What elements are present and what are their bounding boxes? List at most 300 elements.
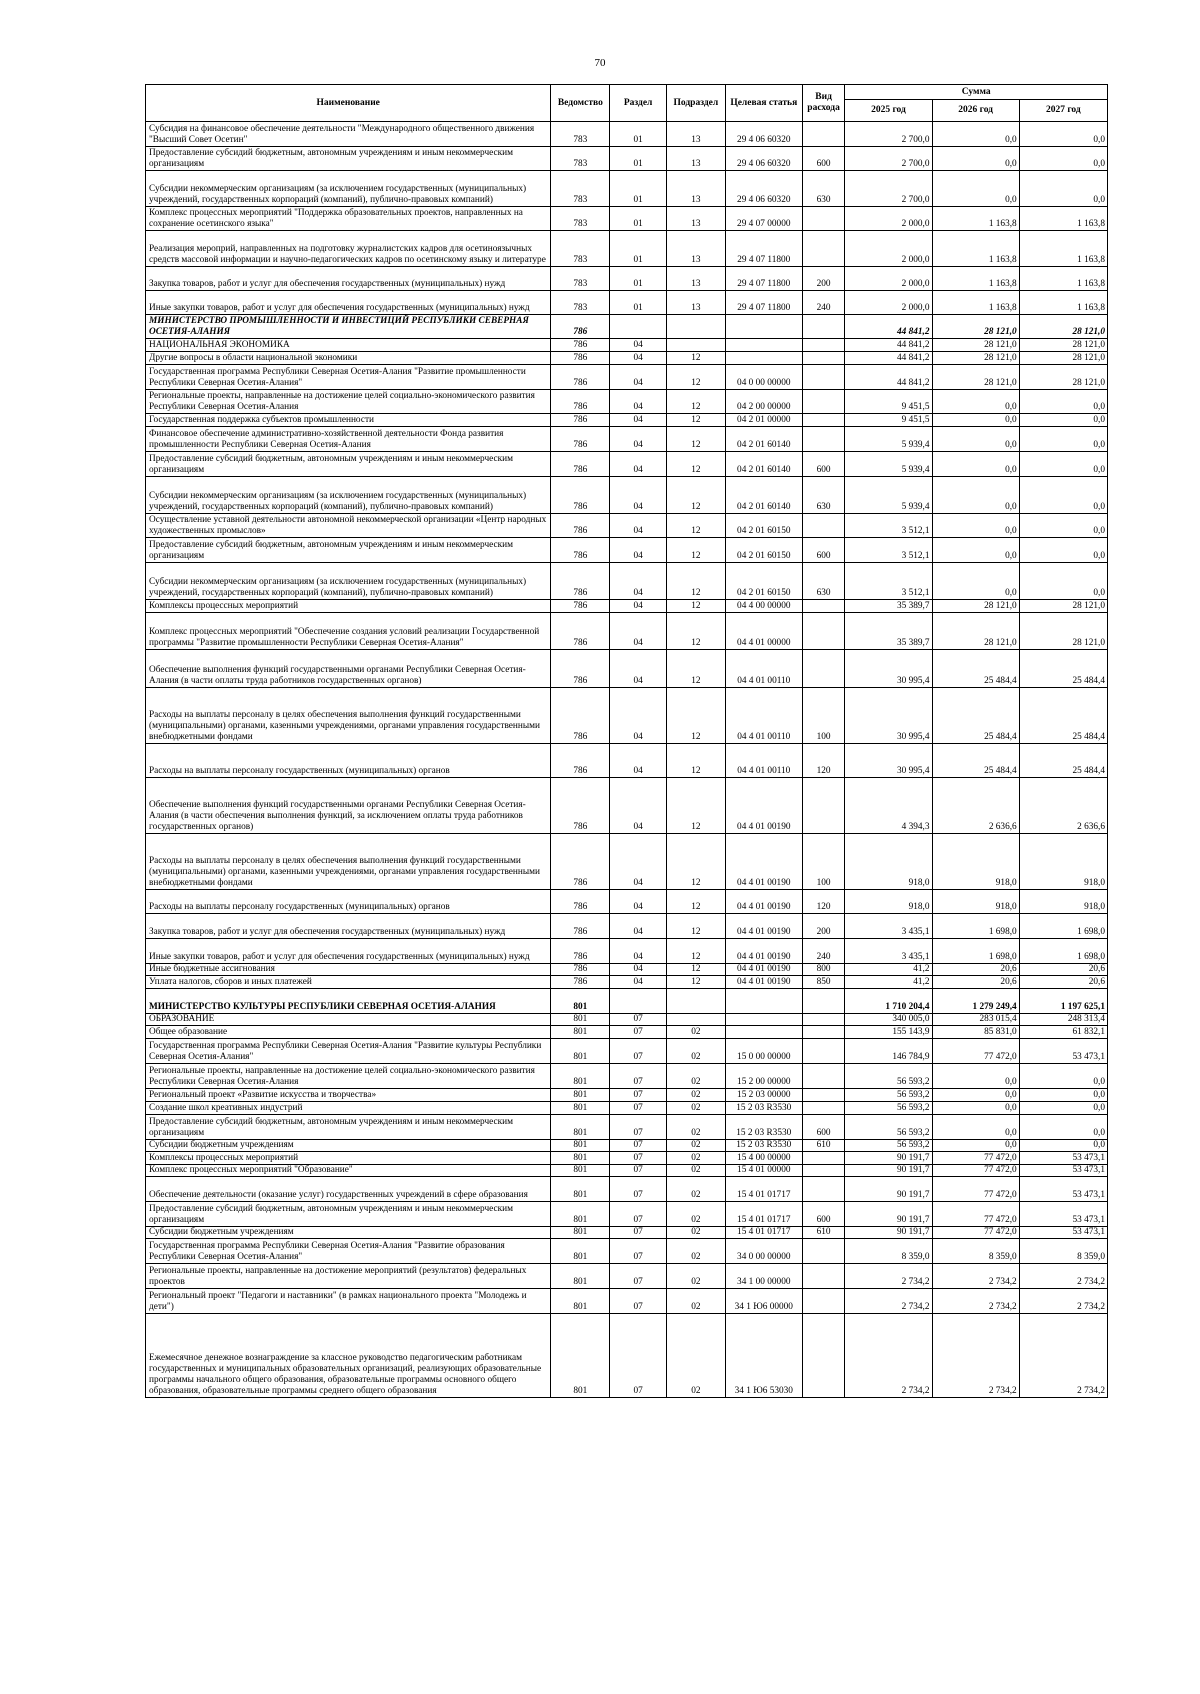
cell-vedomstvo: 786	[551, 427, 610, 452]
cell-sum-2027: 0,0	[1019, 538, 1107, 563]
cell-vid-rashoda: 100	[802, 688, 845, 744]
cell-celevaya-statya: 15 4 01 01717	[725, 1202, 802, 1227]
cell-sum-2027: 1 698,0	[1019, 914, 1107, 939]
cell-vedomstvo: 801	[551, 1314, 610, 1398]
cell-celevaya-statya	[725, 989, 802, 1014]
cell-name: Региональные проекты, направленные на достижение целей социально-экономического развития Республики Северная Осетия-Алания	[146, 1064, 551, 1089]
cell-celevaya-statya: 04 0 00 00000	[725, 365, 802, 390]
cell-razdel: 04	[610, 452, 667, 477]
cell-sum-2025: 90 191,7	[845, 1177, 932, 1202]
cell-podrazdel	[666, 1014, 725, 1026]
cell-razdel: 04	[610, 976, 667, 989]
cell-sum-2027: 25 484,4	[1019, 744, 1107, 778]
cell-podrazdel: 12	[666, 964, 725, 976]
cell-razdel: 07	[610, 1289, 667, 1314]
cell-vedomstvo: 786	[551, 939, 610, 964]
cell-razdel: 01	[610, 171, 667, 207]
cell-vid-rashoda: 850	[802, 976, 845, 989]
cell-sum-2027: 1 163,8	[1019, 267, 1107, 291]
cell-name: Другие вопросы в области национальной экономики	[146, 352, 551, 365]
cell-podrazdel: 12	[666, 650, 725, 688]
cell-sum-2027: 0,0	[1019, 414, 1107, 427]
table-row	[146, 1177, 1108, 1202]
cell-razdel: 01	[610, 122, 667, 147]
cell-vid-rashoda	[802, 1089, 845, 1102]
cell-vedomstvo: 786	[551, 834, 610, 890]
cell-sum-2026: 1 698,0	[932, 914, 1019, 939]
table-row	[146, 563, 1108, 600]
table-row	[146, 688, 1108, 744]
cell-vid-rashoda	[802, 1165, 845, 1177]
cell-podrazdel: 12	[666, 778, 725, 834]
cell-sum-2026: 0,0	[932, 147, 1019, 171]
cell-razdel: 01	[610, 147, 667, 171]
table-row	[146, 914, 1108, 939]
cell-name: Обеспечение выполнения функций государственными органами Республики Северная Осетия-Алания (в части оплаты труда работников государственных органов)	[146, 650, 551, 688]
cell-name: Иные закупки товаров, работ и услуг для обеспечения государственных (муниципальных) нужд	[146, 291, 551, 315]
cell-vedomstvo: 786	[551, 778, 610, 834]
cell-vedomstvo: 783	[551, 267, 610, 291]
cell-sum-2027: 53 473,1	[1019, 1152, 1107, 1165]
cell-sum-2027: 1 197 625,1	[1019, 989, 1107, 1014]
cell-razdel: 07	[610, 1314, 667, 1398]
cell-vid-rashoda	[802, 1026, 845, 1039]
cell-name: Расходы на выплаты персоналу государственных (муниципальных) органов	[146, 744, 551, 778]
table-row	[146, 1202, 1108, 1227]
cell-razdel	[610, 989, 667, 1014]
cell-name: Осуществление уставной деятельности автономной некоммерческой организации «Центр народных художественных промыслов»	[146, 514, 551, 538]
cell-vedomstvo: 786	[551, 452, 610, 477]
header-vedomstvo: Ведомство	[551, 85, 610, 122]
cell-razdel: 04	[610, 414, 667, 427]
cell-name: Государственная программа Республики Северная Осетия-Алания "Развитие промышленности Республики Северная Осетия-Алания"	[146, 365, 551, 390]
cell-podrazdel: 12	[666, 613, 725, 650]
cell-vedomstvo: 783	[551, 147, 610, 171]
cell-sum-2027: 28 121,0	[1019, 613, 1107, 650]
cell-podrazdel: 12	[666, 427, 725, 452]
cell-vid-rashoda	[802, 1102, 845, 1115]
cell-sum-2027: 1 698,0	[1019, 939, 1107, 964]
cell-vid-rashoda: 600	[802, 1115, 845, 1140]
cell-vid-rashoda: 200	[802, 267, 845, 291]
cell-sum-2026: 1 163,8	[932, 231, 1019, 267]
cell-celevaya-statya: 04 2 01 60150	[725, 563, 802, 600]
cell-sum-2027: 2 734,2	[1019, 1314, 1107, 1398]
cell-name: Иные бюджетные ассигнования	[146, 964, 551, 976]
cell-vid-rashoda: 630	[802, 563, 845, 600]
cell-sum-2025: 56 593,2	[845, 1140, 932, 1152]
table-row	[146, 365, 1108, 390]
cell-vid-rashoda	[802, 365, 845, 390]
cell-sum-2025: 340 005,0	[845, 1014, 932, 1026]
cell-sum-2025: 2 700,0	[845, 122, 932, 147]
cell-name: Расходы на выплаты персоналу государственных (муниципальных) органов	[146, 890, 551, 914]
table-row	[146, 778, 1108, 834]
cell-sum-2025: 5 939,4	[845, 427, 932, 452]
cell-name: Субсидия на финансовое обеспечение деятельности "Международного общественного движения "Высший Совет Осетин"	[146, 122, 551, 147]
cell-vedomstvo: 801	[551, 1264, 610, 1289]
cell-vid-rashoda: 240	[802, 291, 845, 315]
cell-vedomstvo: 783	[551, 207, 610, 231]
cell-razdel: 07	[610, 1165, 667, 1177]
cell-celevaya-statya: 15 2 03 00000	[725, 1089, 802, 1102]
cell-celevaya-statya: 04 4 01 00190	[725, 834, 802, 890]
cell-sum-2026: 2 734,2	[932, 1289, 1019, 1314]
cell-sum-2027: 28 121,0	[1019, 352, 1107, 365]
cell-vid-rashoda: 610	[802, 1227, 845, 1239]
cell-vid-rashoda	[802, 1152, 845, 1165]
cell-sum-2025: 90 191,7	[845, 1202, 932, 1227]
cell-sum-2025: 35 389,7	[845, 600, 932, 613]
cell-sum-2026: 28 121,0	[932, 365, 1019, 390]
cell-razdel: 07	[610, 1039, 667, 1064]
cell-sum-2027: 0,0	[1019, 1089, 1107, 1102]
cell-celevaya-statya: 04 4 01 00190	[725, 939, 802, 964]
table-row	[146, 122, 1108, 147]
cell-razdel: 04	[610, 778, 667, 834]
cell-name: Предоставление субсидий бюджетным, автономным учреждениям и иным некоммерческим организациям	[146, 1115, 551, 1140]
cell-vid-rashoda	[802, 1264, 845, 1289]
cell-sum-2025: 1 710 204,4	[845, 989, 932, 1014]
cell-sum-2025: 56 593,2	[845, 1102, 932, 1115]
table-row	[146, 1064, 1108, 1089]
cell-razdel: 01	[610, 267, 667, 291]
budget-table	[145, 84, 1108, 1398]
cell-vedomstvo: 786	[551, 964, 610, 976]
cell-vid-rashoda: 630	[802, 477, 845, 514]
table-row	[146, 613, 1108, 650]
cell-sum-2026: 77 472,0	[932, 1202, 1019, 1227]
cell-vid-rashoda	[802, 315, 845, 339]
cell-razdel: 07	[610, 1115, 667, 1140]
cell-celevaya-statya: 29 4 06 60320	[725, 147, 802, 171]
cell-celevaya-statya	[725, 1026, 802, 1039]
cell-sum-2026: 1 163,8	[932, 291, 1019, 315]
cell-celevaya-statya: 04 4 01 00000	[725, 613, 802, 650]
cell-sum-2026: 28 121,0	[932, 315, 1019, 339]
table-row	[146, 390, 1108, 414]
cell-vid-rashoda	[802, 390, 845, 414]
cell-sum-2026: 2 636,6	[932, 778, 1019, 834]
table-row	[146, 1152, 1108, 1165]
cell-sum-2027: 2 734,2	[1019, 1289, 1107, 1314]
cell-vid-rashoda	[802, 600, 845, 613]
header-name: Наименование	[146, 85, 551, 122]
table-row	[146, 1140, 1108, 1152]
cell-sum-2026: 28 121,0	[932, 352, 1019, 365]
cell-name: Субсидии некоммерческим организациям (за исключением государственных (муниципальных) учреждений, государственных корпораций (компаний), публично-правовых компаний)	[146, 563, 551, 600]
cell-sum-2025: 2 700,0	[845, 147, 932, 171]
cell-vedomstvo: 801	[551, 1140, 610, 1152]
cell-name: Закупка товаров, работ и услуг для обеспечения государственных (муниципальных) нужд	[146, 267, 551, 291]
cell-sum-2025: 56 593,2	[845, 1064, 932, 1089]
cell-name: Субсидии некоммерческим организациям (за исключением государственных (муниципальных) учреждений, государственных корпораций (компаний), публично-правовых компаний)	[146, 171, 551, 207]
cell-vedomstvo: 801	[551, 1239, 610, 1264]
cell-podrazdel: 02	[666, 1026, 725, 1039]
cell-sum-2026: 0,0	[932, 427, 1019, 452]
cell-sum-2025: 3 512,1	[845, 538, 932, 563]
cell-sum-2027: 8 359,0	[1019, 1239, 1107, 1264]
cell-razdel: 04	[610, 613, 667, 650]
cell-name: Расходы на выплаты персоналу в целях обеспечения выполнения функций государственными (муниципальными) органами, казенными учреждениями, органами управления государственными внебюджетными фондами	[146, 688, 551, 744]
table-row	[146, 1227, 1108, 1239]
cell-celevaya-statya: 04 4 01 00190	[725, 914, 802, 939]
cell-podrazdel: 02	[666, 1289, 725, 1314]
cell-podrazdel: 13	[666, 267, 725, 291]
cell-sum-2027: 28 121,0	[1019, 339, 1107, 352]
cell-razdel: 04	[610, 964, 667, 976]
cell-celevaya-statya	[725, 315, 802, 339]
cell-razdel: 07	[610, 1089, 667, 1102]
cell-name: Общее образование	[146, 1026, 551, 1039]
cell-name: Финансовое обеспечение административно-хозяйственной деятельности Фонда развития промышленности Республики Северная Осетия-Алания	[146, 427, 551, 452]
cell-sum-2026: 0,0	[932, 122, 1019, 147]
cell-sum-2025: 2 734,2	[845, 1314, 932, 1398]
cell-sum-2026: 1 163,8	[932, 267, 1019, 291]
cell-vid-rashoda	[802, 1064, 845, 1089]
cell-name: Субсидии бюджетным учреждениям	[146, 1227, 551, 1239]
cell-sum-2026: 0,0	[932, 1115, 1019, 1140]
cell-sum-2025: 2 000,0	[845, 291, 932, 315]
cell-razdel: 07	[610, 1202, 667, 1227]
cell-name: Государственная программа Республики Северная Осетия-Алания "Развитие культуры Республики Северная Осетия-Алания"	[146, 1039, 551, 1064]
cell-celevaya-statya: 04 2 00 00000	[725, 390, 802, 414]
table-row	[146, 1039, 1108, 1064]
cell-sum-2026: 0,0	[932, 477, 1019, 514]
cell-name: Региональные проекты, направленные на достижение целей социально-экономического развития Республики Северная Осетия-Алания	[146, 390, 551, 414]
cell-razdel: 04	[610, 688, 667, 744]
cell-vid-rashoda	[802, 207, 845, 231]
cell-sum-2027: 0,0	[1019, 452, 1107, 477]
cell-celevaya-statya	[725, 339, 802, 352]
cell-vedomstvo: 801	[551, 1089, 610, 1102]
cell-sum-2026: 25 484,4	[932, 744, 1019, 778]
cell-name: Региональный проект «Развитие искусства и творчества»	[146, 1089, 551, 1102]
cell-celevaya-statya: 15 4 01 01717	[725, 1227, 802, 1239]
page-number: 70	[594, 57, 606, 69]
cell-sum-2026: 918,0	[932, 890, 1019, 914]
cell-vid-rashoda: 600	[802, 147, 845, 171]
cell-vid-rashoda: 630	[802, 171, 845, 207]
table-row	[146, 976, 1108, 989]
cell-sum-2027: 53 473,1	[1019, 1202, 1107, 1227]
cell-name: МИНИСТЕРСТВО КУЛЬТУРЫ РЕСПУБЛИКИ СЕВЕРНАЯ ОСЕТИЯ-АЛАНИЯ	[146, 989, 551, 1014]
cell-podrazdel: 02	[666, 1089, 725, 1102]
cell-podrazdel: 12	[666, 390, 725, 414]
cell-celevaya-statya: 15 0 00 00000	[725, 1039, 802, 1064]
cell-sum-2025: 2 734,2	[845, 1289, 932, 1314]
cell-sum-2026: 77 472,0	[932, 1039, 1019, 1064]
cell-razdel: 04	[610, 914, 667, 939]
cell-vid-rashoda: 610	[802, 1140, 845, 1152]
cell-podrazdel: 12	[666, 365, 725, 390]
cell-celevaya-statya	[725, 1014, 802, 1026]
cell-razdel: 04	[610, 939, 667, 964]
cell-podrazdel: 02	[666, 1102, 725, 1115]
header-2026: 2026 год	[932, 100, 1019, 122]
cell-celevaya-statya: 15 2 00 00000	[725, 1064, 802, 1089]
cell-sum-2025: 918,0	[845, 890, 932, 914]
cell-sum-2025: 918,0	[845, 834, 932, 890]
cell-razdel: 01	[610, 207, 667, 231]
cell-sum-2027: 53 473,1	[1019, 1165, 1107, 1177]
table-row	[146, 231, 1108, 267]
cell-podrazdel: 02	[666, 1064, 725, 1089]
cell-sum-2027: 53 473,1	[1019, 1227, 1107, 1239]
cell-celevaya-statya: 34 1 Ю6 53030	[725, 1314, 802, 1398]
cell-podrazdel	[666, 315, 725, 339]
cell-vid-rashoda	[802, 613, 845, 650]
cell-sum-2026: 918,0	[932, 834, 1019, 890]
cell-name: Предоставление субсидий бюджетным, автономным учреждениям и иным некоммерческим организациям	[146, 147, 551, 171]
cell-vedomstvo: 786	[551, 976, 610, 989]
cell-podrazdel: 02	[666, 1227, 725, 1239]
cell-podrazdel: 02	[666, 1264, 725, 1289]
cell-podrazdel: 12	[666, 914, 725, 939]
cell-sum-2025: 30 995,4	[845, 744, 932, 778]
table-row	[146, 834, 1108, 890]
cell-podrazdel: 02	[666, 1239, 725, 1264]
cell-sum-2025: 3 435,1	[845, 914, 932, 939]
cell-sum-2025: 2 734,2	[845, 1264, 932, 1289]
cell-razdel: 04	[610, 514, 667, 538]
cell-celevaya-statya: 04 2 01 00000	[725, 414, 802, 427]
cell-sum-2027: 0,0	[1019, 563, 1107, 600]
cell-sum-2026: 2 734,2	[932, 1314, 1019, 1398]
cell-vedomstvo: 783	[551, 291, 610, 315]
cell-vedomstvo: 786	[551, 352, 610, 365]
table-row	[146, 291, 1108, 315]
cell-celevaya-statya: 29 4 06 60320	[725, 171, 802, 207]
cell-sum-2027: 0,0	[1019, 171, 1107, 207]
cell-name: Комплекс процессных мероприятий "Поддержка образовательных проектов, направленных на сохранение осетинского языка"	[146, 207, 551, 231]
cell-podrazdel: 13	[666, 207, 725, 231]
cell-sum-2026: 20,6	[932, 964, 1019, 976]
cell-celevaya-statya: 04 4 01 00190	[725, 976, 802, 989]
cell-vedomstvo: 786	[551, 600, 610, 613]
cell-sum-2026: 85 831,0	[932, 1026, 1019, 1039]
table-row	[146, 1289, 1108, 1314]
table-row	[146, 267, 1108, 291]
cell-vedomstvo: 786	[551, 744, 610, 778]
cell-podrazdel: 02	[666, 1115, 725, 1140]
cell-podrazdel: 12	[666, 514, 725, 538]
cell-sum-2026: 20,6	[932, 976, 1019, 989]
cell-sum-2026: 1 279 249,4	[932, 989, 1019, 1014]
cell-sum-2026: 0,0	[932, 514, 1019, 538]
cell-sum-2027: 1 163,8	[1019, 291, 1107, 315]
cell-sum-2027: 248 313,4	[1019, 1014, 1107, 1026]
cell-vedomstvo: 786	[551, 650, 610, 688]
cell-sum-2026: 1 698,0	[932, 939, 1019, 964]
cell-sum-2027: 918,0	[1019, 890, 1107, 914]
cell-celevaya-statya: 04 4 01 00110	[725, 688, 802, 744]
cell-sum-2026: 0,0	[932, 452, 1019, 477]
cell-podrazdel: 02	[666, 1202, 725, 1227]
cell-podrazdel: 13	[666, 122, 725, 147]
table-row	[146, 744, 1108, 778]
cell-vedomstvo: 801	[551, 989, 610, 1014]
cell-sum-2026: 25 484,4	[932, 650, 1019, 688]
cell-razdel: 04	[610, 390, 667, 414]
cell-sum-2026: 0,0	[932, 563, 1019, 600]
cell-name: Иные закупки товаров, работ и услуг для обеспечения государственных (муниципальных) нужд	[146, 939, 551, 964]
table-row	[146, 890, 1108, 914]
cell-sum-2025: 41,2	[845, 976, 932, 989]
cell-celevaya-statya: 15 4 01 01717	[725, 1177, 802, 1202]
cell-vid-rashoda: 800	[802, 964, 845, 976]
cell-podrazdel: 02	[666, 1152, 725, 1165]
table-row	[146, 1089, 1108, 1102]
table-row	[146, 1239, 1108, 1264]
cell-celevaya-statya: 04 2 01 60140	[725, 427, 802, 452]
cell-vid-rashoda	[802, 427, 845, 452]
cell-celevaya-statya: 04 2 01 60140	[725, 452, 802, 477]
cell-podrazdel: 13	[666, 171, 725, 207]
cell-sum-2026: 1 163,8	[932, 207, 1019, 231]
cell-celevaya-statya: 04 4 01 00110	[725, 744, 802, 778]
cell-podrazdel: 12	[666, 414, 725, 427]
cell-razdel: 07	[610, 1152, 667, 1165]
cell-vid-rashoda: 120	[802, 744, 845, 778]
cell-vedomstvo: 786	[551, 890, 610, 914]
cell-name: Субсидии некоммерческим организациям (за исключением государственных (муниципальных) учреждений, государственных корпораций (компаний), публично-правовых компаний)	[146, 477, 551, 514]
table-row	[146, 171, 1108, 207]
cell-name: Комплексы процессных мероприятий	[146, 600, 551, 613]
table-row	[146, 538, 1108, 563]
cell-vedomstvo: 783	[551, 231, 610, 267]
cell-sum-2026: 0,0	[932, 1140, 1019, 1152]
cell-razdel: 07	[610, 1102, 667, 1115]
cell-podrazdel: 02	[666, 1314, 725, 1398]
cell-razdel: 04	[610, 339, 667, 352]
cell-celevaya-statya: 29 4 07 11800	[725, 291, 802, 315]
cell-celevaya-statya: 15 4 00 00000	[725, 1152, 802, 1165]
table-row	[146, 414, 1108, 427]
cell-vedomstvo: 786	[551, 514, 610, 538]
cell-sum-2027: 1 163,8	[1019, 231, 1107, 267]
cell-vedomstvo: 801	[551, 1289, 610, 1314]
cell-podrazdel: 12	[666, 744, 725, 778]
cell-sum-2026: 28 121,0	[932, 600, 1019, 613]
cell-name: Обеспечение деятельности (оказание услуг) государственных учреждений в сфере образования	[146, 1177, 551, 1202]
cell-razdel: 04	[610, 563, 667, 600]
cell-sum-2027: 0,0	[1019, 390, 1107, 414]
cell-sum-2027: 0,0	[1019, 427, 1107, 452]
header-summa: Сумма	[845, 85, 1108, 100]
cell-vedomstvo: 786	[551, 538, 610, 563]
cell-vid-rashoda: 100	[802, 834, 845, 890]
cell-name: МИНИСТЕРСТВО ПРОМЫШЛЕННОСТИ И ИНВЕСТИЦИЙ РЕСПУБЛИКИ СЕВЕРНАЯ ОСЕТИЯ-АЛАНИЯ	[146, 315, 551, 339]
cell-vedomstvo: 786	[551, 339, 610, 352]
cell-podrazdel: 12	[666, 890, 725, 914]
cell-sum-2025: 2 700,0	[845, 171, 932, 207]
cell-sum-2025: 90 191,7	[845, 1152, 932, 1165]
cell-sum-2025: 56 593,2	[845, 1089, 932, 1102]
cell-vedomstvo: 801	[551, 1039, 610, 1064]
cell-celevaya-statya: 15 2 03 R3530	[725, 1115, 802, 1140]
table-row	[146, 1165, 1108, 1177]
cell-celevaya-statya: 29 4 07 00000	[725, 207, 802, 231]
cell-vid-rashoda: 120	[802, 890, 845, 914]
cell-name: Государственная программа Республики Северная Осетия-Алания "Развитие образования Республики Северная Осетия-Алания"	[146, 1239, 551, 1264]
header-razdel: Раздел	[610, 85, 667, 122]
cell-sum-2025: 30 995,4	[845, 688, 932, 744]
cell-razdel: 01	[610, 291, 667, 315]
cell-razdel: 07	[610, 1140, 667, 1152]
cell-celevaya-statya: 34 1 Ю6 00000	[725, 1289, 802, 1314]
cell-sum-2027: 28 121,0	[1019, 365, 1107, 390]
